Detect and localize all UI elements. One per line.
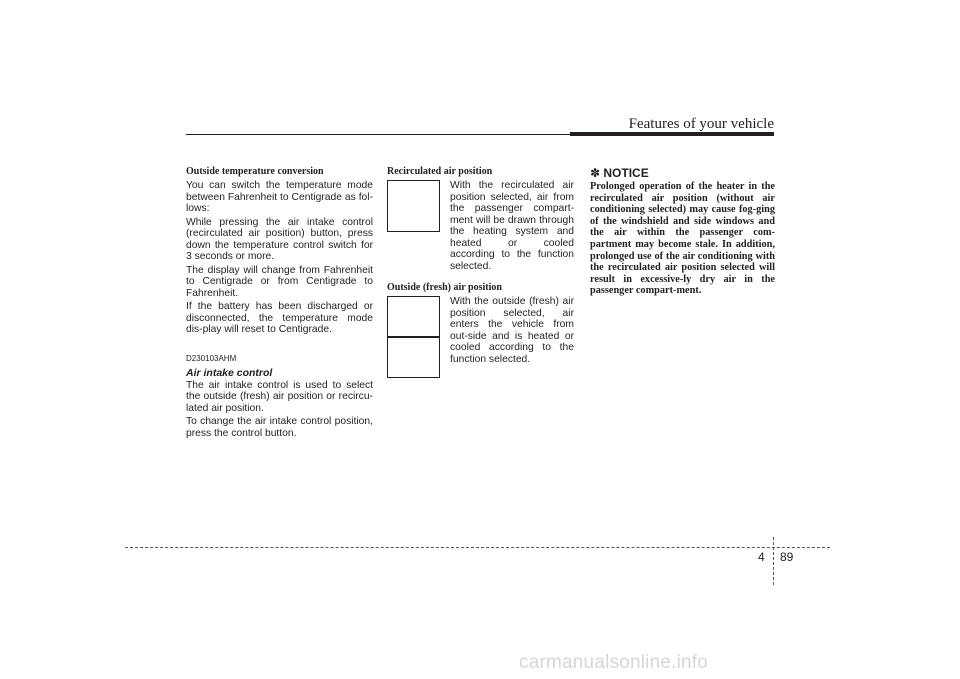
footer-divider (125, 547, 830, 548)
footer-page-separator (773, 537, 774, 585)
heading-fresh-air: Outside (fresh) air position (387, 282, 502, 293)
page-chapter: 4 (758, 550, 765, 564)
fresh-air-icon-alt (387, 337, 440, 378)
recirculated-air-block (387, 180, 574, 274)
fresh-air-icons (387, 296, 440, 378)
column-left (186, 166, 373, 441)
watermark: carmanualsonline.info (519, 652, 709, 673)
page-number: 89 (780, 550, 794, 564)
recirculated-air-icon (387, 180, 440, 232)
paragraph: While pressing the air intake control (recirculated air position) button, press down the temperature control switch for 3 seconds or more. (186, 216, 373, 262)
column-right-notice (590, 166, 775, 297)
notice-title: ✽ NOTICE (590, 166, 649, 180)
paragraph: The display will change from Fahrenheit to Centigrade or from Centigrade to Fahrenheit. (186, 264, 373, 299)
paragraph: If the battery has been discharged or disconnected, the temperature mode dis-play will reset to Centigrade. (186, 301, 373, 335)
notice-text: Prolonged operation of the heater in the recirculated air position (without air conditioning selected) may cause fog-ging of the windshield and side windows and the air within the passenger com-partment may become stale. In addition, prolonged use of the air conditioning with the recirculated air position selected will result in excessive-ly dry air in the passenger compart-ment. (590, 181, 775, 297)
fresh-air-block (387, 296, 574, 378)
section-code: D230103AHM (186, 353, 237, 363)
heading-temperature-conversion: Outside temperature conversion (186, 166, 324, 177)
section-title-air-intake-control: Air intake control (186, 366, 273, 379)
paragraph: You can switch the temperature mode between Fahrenheit to Centigrade as fol-lows: (186, 180, 373, 214)
recirculated-air-description: With the recirculated air position selected, air from the passenger compart-ment will be drawn through the heating system and heated or cooled according to the function selected. (450, 180, 574, 272)
header-rule-accent (570, 132, 774, 136)
fresh-air-icon (387, 296, 440, 337)
page-header-title: Features of your vehicle (628, 116, 774, 132)
fresh-air-description: With the outside (fresh) air position selected, air enters the vehicle from out-side and is heated or cooled according to the function selected. (450, 296, 574, 365)
paragraph: To change the air intake control position, press the control button. (186, 416, 373, 439)
column-middle (387, 166, 574, 378)
heading-recirculated-air: Recirculated air position (387, 166, 493, 177)
paragraph: The air intake control is used to select the outside (fresh) air position or recircu-lated air position. (186, 379, 373, 414)
